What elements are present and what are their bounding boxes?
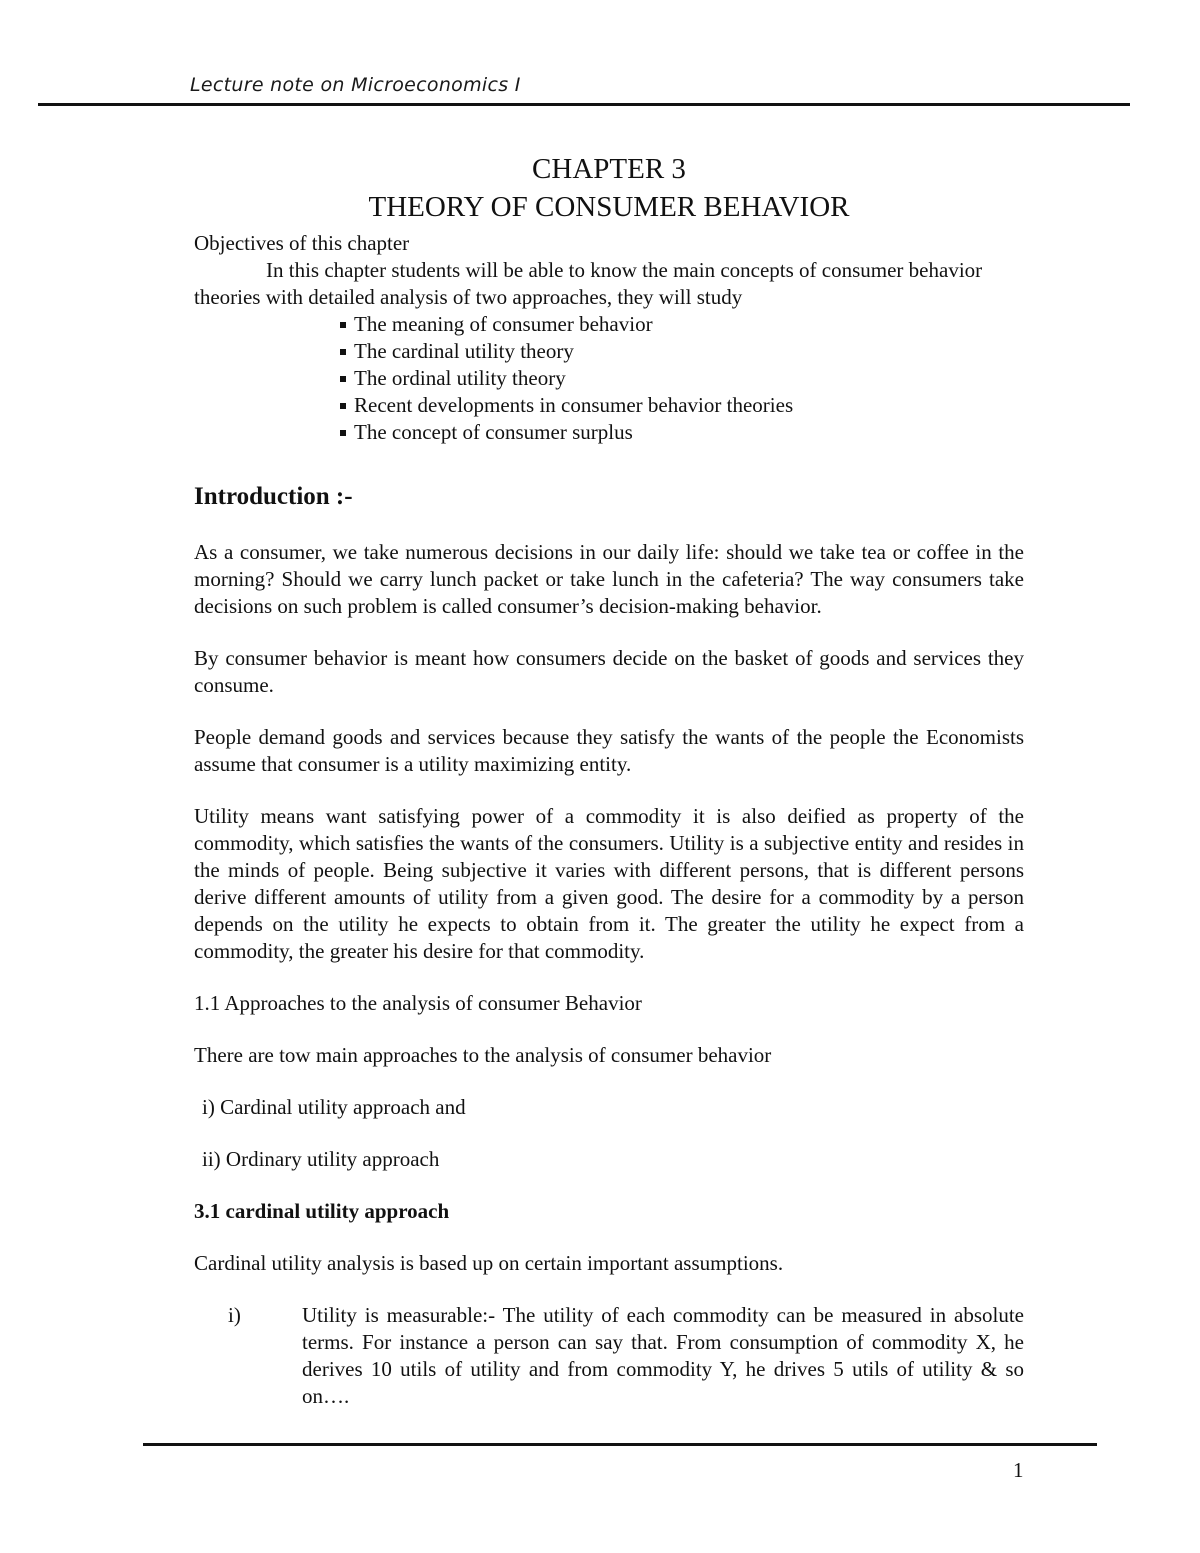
chapter-title: THEORY OF CONSUMER BEHAVIOR <box>368 191 850 223</box>
list-item: The concept of consumer surplus <box>340 419 1024 446</box>
list-item: The meaning of consumer behavior <box>340 311 1024 338</box>
objectives-text: In this chapter students will be able to know the main concepts of consumer behavior theories with detailed analysis of two approaches, they will study <box>194 258 983 309</box>
intro-paragraph: By consumer behavior is meant how consumers decide on the basket of goods and services they consume. <box>194 646 1024 697</box>
list-item: The ordinal utility theory <box>340 365 1024 392</box>
introduction-heading: Introduction :- <box>194 483 353 510</box>
approach-item: i) Cardinal utility approach and <box>202 1095 466 1119</box>
page-number: 1 <box>1013 1458 1024 1482</box>
assumption-item <box>194 1302 1024 1410</box>
approaches-intro: There are tow main approaches to the analysis of consumer behavior <box>194 1043 772 1067</box>
list-item: The cardinal utility theory <box>340 338 1024 365</box>
running-header: Lecture note on Microeconomics I <box>190 74 521 96</box>
approaches-heading: 1.1 Approaches to the analysis of consumer Behavior <box>194 991 642 1015</box>
header-rule <box>38 103 1130 106</box>
intro-paragraph: As a consumer, we take numerous decisions in our daily life: should we take tea or coffee in the morning? Should we carry lunch packet or take lunch in the cafeteria? The way consumers take decisions on such problem is called consumer’s decision-making behavior. <box>194 540 1024 618</box>
objectives-list <box>194 311 1024 446</box>
approach-item: ii) Ordinary utility approach <box>202 1147 440 1171</box>
objectives-heading: Objectives of this chapter <box>194 231 410 255</box>
page-content <box>194 150 1024 1410</box>
cardinal-intro: Cardinal utility analysis is based up on certain important assumptions. <box>194 1251 784 1275</box>
intro-paragraph: Utility means want satisfying power of a commodity it is also deified as property of the commodity, which satisfies the wants of the consumers. Utility is a subjective entity and resides in the minds of people. Being subjective it varies with different persons, that is different persons derive different amounts of utility from a given good. The desire for a commodity by a person depends on the utility he expects to obtain from it. The greater the utility he expect from a commodity, the greater his desire for that commodity. <box>194 804 1024 963</box>
list-item: Recent developments in consumer behavior theories <box>340 392 1024 419</box>
assumption-text: Utility is measurable:- The utility of each commodity can be measured in absolute terms. For instance a person can say that. From consumption of commodity X, he derives 10 utils of utility and from commodity Y, he drives 5 utils of utility & so on…. <box>302 1303 1024 1408</box>
cardinal-heading: 3.1 cardinal utility approach <box>194 1199 450 1223</box>
intro-paragraph: People demand goods and services because they satisfy the wants of the people the Economists assume that consumer is a utility maximizing entity. <box>194 725 1024 776</box>
footer-rule <box>143 1443 1097 1446</box>
chapter-number: CHAPTER 3 <box>532 153 686 185</box>
assumption-number: i) <box>228 1303 241 1327</box>
